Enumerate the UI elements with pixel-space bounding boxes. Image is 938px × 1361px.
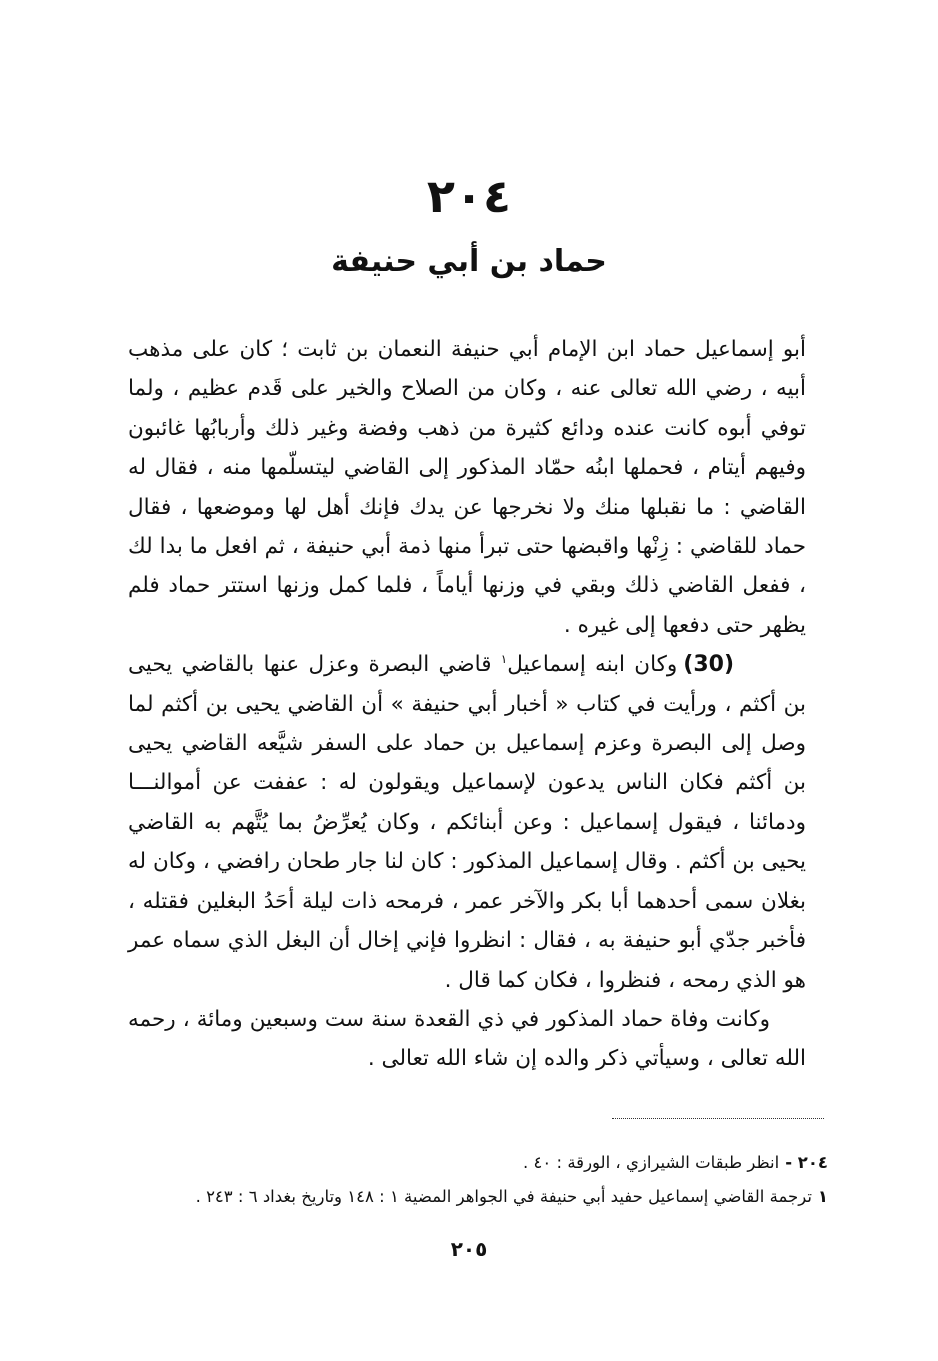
- main-text: [128, 330, 806, 1079]
- footnote-1: [128, 1146, 828, 1180]
- page-number: ٢٠٥: [450, 1237, 488, 1261]
- paragraph-2-text-b: قاضي البصرة وعزل عنها بالقاضي يحيى بن أكثم ، ورأيت في كتاب « أخبار أبي حنيفة » أن القاضي يحيى بن أكثم لما وصل إلى البصرة وعزم إسماعيل بن حماد على السفر شيَّعه القاضي يحيى بن أكثم فكان الناس يدعون لإسماعيل ويقولون له : عففت عن أموالنـــا ودمائنا ، فيقول إسماعيل : وعن أبنائكم ، وكان يُعرِّضُ بما يُتَّهم به القاضي يحيى بن أكثم . وقال إسماعيل المذكور : كان لنا جار طحان رافضي ، وكان له بغلان سمى أحدهما أبا بكر والآخر عمر ، فرمحه ذات ليلة أحَدُ البغلين فقتله ، فأخبر جدّي أبو حنيفة به ، فقال : انظروا فإني إخال أن البغل الذي سماه عمر هو الذي رمحه ، فنظروا ، فكان كما قال .: [128, 652, 806, 993]
- footnote-2: [128, 1180, 828, 1214]
- paragraph-2: [128, 645, 806, 1000]
- entry-number: ٢٠٤: [426, 169, 512, 223]
- footnote-divider: [612, 1118, 824, 1119]
- marginal-reference: (30): [683, 652, 734, 678]
- footnote-2-number: ١: [817, 1187, 828, 1206]
- paragraph-2-text-a: وكان ابنه إسماعيل: [507, 652, 678, 678]
- paragraph-3: وكانت وفاة حماد المذكور في ذي القعدة سنة ست وسبعين ومائة ، رحمه الله تعالى ، وسيأتي ذكر والده إن شاء الله تعالى .: [128, 1006, 806, 1072]
- footnote-1-number: ٢٠٤ -: [785, 1153, 828, 1172]
- footnote-1-text: انظر طبقات الشيرازي ، الورقة : ٤٠ .: [523, 1153, 780, 1172]
- footnotes: [128, 1146, 828, 1214]
- paragraph-1: أبو إسماعيل حماد ابن الإمام أبي حنيفة النعمان بن ثابت ؛ كان على مذهب أبيه ، رضي الله تعالى عنه ، وكان من الصلاح والخير على قَدم عظيم ، ولما توفي أبوه كانت عنده ودائع كثيرة من ذهب وفضة وغير ذلك وأربابُها غائبون وفيهم أيتام ، فحملها ابنُه حمّاد المذكور إلى القاضي ليتسلّمها منه ، فقال له القاضي : ما نقبلها منك ولا نخرجها عن يدك فإنك أهل لها وموضعها ، فقال حماد للقاضي : زِنْها واقبضها حتى تبرأ منها ذمة أبي حنيفة ، ثم افعل ما بدا لك ، ففعل القاضي ذلك وبقي في وزنها أياماً ، فلما كمل وزنها استتر حماد فلم يظهر حتى دفعها إلى غيره .: [128, 337, 806, 638]
- footnote-marker[interactable]: ١: [500, 652, 508, 667]
- footnote-2-text: ترجمة القاضي إسماعيل حفيد أبي حنيفة في الجواهر المضية ١ : ١٤٨ وتاريخ بغداد ٦ : ٢٤٣ .: [195, 1187, 812, 1206]
- entry-title: حماد بن أبي حنيفة: [331, 244, 607, 279]
